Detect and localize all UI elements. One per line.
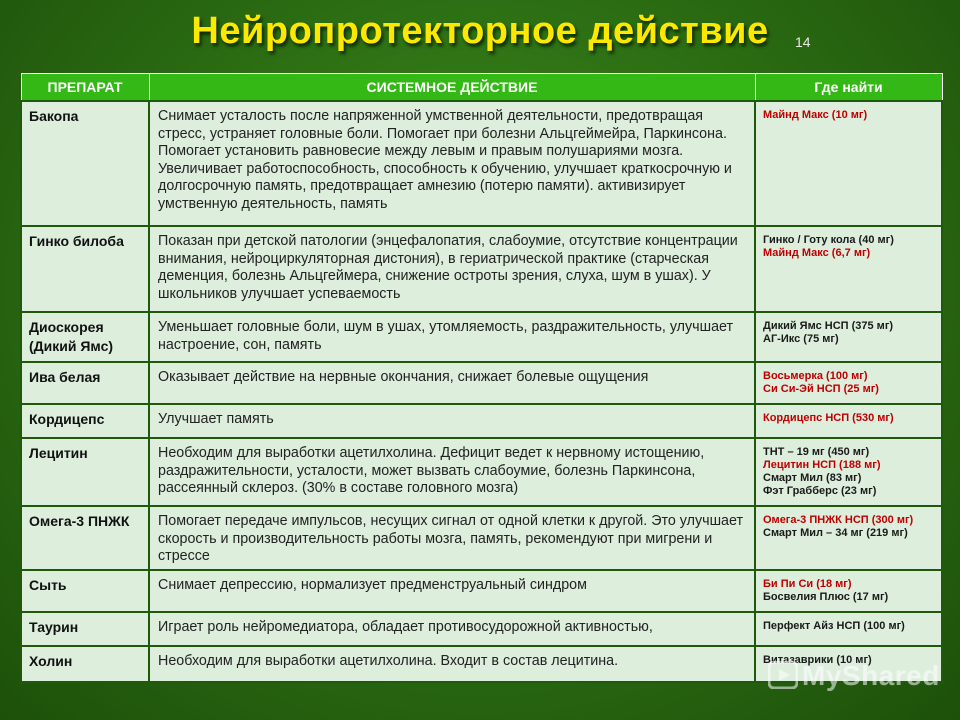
product-entry: Майнд Макс (6,7 мг)	[763, 247, 871, 259]
table-row	[21, 612, 942, 646]
where-to-find	[755, 612, 942, 646]
product-entry: Смарт Мил – 34 мг (219 мг)	[763, 527, 908, 539]
table-row	[21, 101, 942, 226]
watermark	[768, 660, 940, 692]
product-entry: Фэт Грабберс (23 мг)	[763, 485, 877, 497]
drug-description: Показан при детской патологии (энцефалопатия, слабоумие, отсутствие концентрации внимания, нейроциркуляторная дистония), в гериатрической практике (старческая деменция, болезнь Альцгеймера, снижение остроты зрения, слуха, шум в ушах). У школьников улучшает успеваемость	[149, 226, 755, 312]
product-entry: Дикий Ямс НСП (375 мг)	[763, 320, 894, 332]
remedies-table	[20, 73, 943, 683]
drug-description: Помогает передаче импульсов, несущих сигнал от одной клетки к другой. Это улучшает скорость и производительность работы мозга, память, рекомендуют при мигрени и стрессе	[149, 506, 755, 570]
table-row	[21, 362, 942, 404]
table-row	[21, 570, 942, 612]
where-to-find	[755, 312, 942, 362]
column-header-drug: ПРЕПАРАТ	[21, 74, 149, 102]
product-entry: Кордицепс НСП (530 мг)	[763, 412, 894, 424]
drug-name: Сыть	[21, 570, 149, 612]
drug-description: Оказывает действие на нервные окончания, снижает болевые ощущения	[149, 362, 755, 404]
product-entry: Смарт Мил (83 мг)	[763, 472, 862, 484]
drug-name: Омега-3 ПНЖК	[21, 506, 149, 570]
column-header-action: СИСТЕМНОЕ ДЕЙСТВИЕ	[149, 74, 755, 102]
drug-name: Гинко билоба	[21, 226, 149, 312]
product-entry: АГ-Икс (75 мг)	[763, 333, 839, 345]
product-entry: Лецитин НСП (188 мг)	[763, 459, 881, 471]
product-entry: Майнд Макс (10 мг)	[763, 109, 868, 121]
product-entry: Би Пи Си (18 мг)	[763, 577, 852, 590]
drug-description: Необходим для выработки ацетилхолина. Входит в состав лецитина.	[149, 646, 755, 682]
drug-description: Уменьшает головные боли, шум в ушах, утомляемость, раздражительность, улучшает настроение, сон, память	[149, 312, 755, 362]
table-row	[21, 404, 942, 438]
product-entry: Восьмерка (100 мг)	[763, 370, 868, 382]
where-to-find	[755, 226, 942, 312]
drug-name: Лецитин	[21, 438, 149, 506]
product-entry: Витазаврики (10 мг)	[763, 653, 872, 666]
drug-name: Таурин	[21, 612, 149, 646]
drug-name: Холин	[21, 646, 149, 682]
where-to-find	[755, 506, 942, 570]
table-row	[21, 226, 942, 312]
watermark-text: MyShared	[802, 660, 940, 691]
slide-number: 14	[795, 34, 811, 50]
where-to-find	[755, 404, 942, 438]
drug-name: Диоскорея (Дикий Ямс)	[21, 312, 149, 362]
page-title: Нейропротекторное действие	[191, 10, 769, 52]
product-entry: Перфект Айз НСП (100 мг)	[763, 619, 905, 632]
table-row	[21, 312, 942, 362]
drug-description: Снимает депрессию, нормализует предменструальный синдром	[149, 570, 755, 612]
table-row	[21, 506, 942, 570]
product-entry: Гинко / Готу кола (40 мг)	[763, 234, 894, 246]
table-header-row	[21, 74, 942, 102]
column-header-where: Где найти	[755, 74, 942, 102]
drug-description: Снимает усталость после напряженной умственной деятельности, предотвращая стресс, устраняет головные боли. Помогает при болезни Альцгеймейра, Паркинсона. Помогает установить равновесие между левым и правым полушариями мозга. Увеличивает работоспособность, способность к обучению, улучшает краткосрочную и долгосрочную память, предотвращает амнезию (потерю памяти). активизирует умственную деятельность, память	[149, 101, 755, 226]
product-entry: Омега-3 ПНЖК НСП (300 мг)	[763, 514, 914, 526]
table-row	[21, 438, 942, 506]
drug-name: Ива белая	[21, 362, 149, 404]
product-entry: ТНТ – 19 мг (450 мг)	[763, 446, 870, 458]
drug-description: Необходим для выработки ацетилхолина. Дефицит ведет к нервному истощению, раздражительности, усталости, может вызвать слабоумие, болезнь Паркинсона, рассеянный склероз. (30% в составе головного мозга)	[149, 438, 755, 506]
where-to-find	[755, 438, 942, 506]
drug-name: Бакопа	[21, 101, 149, 226]
drug-description: Улучшает память	[149, 404, 755, 438]
where-to-find	[755, 570, 942, 612]
drug-name: Кордицепс	[21, 404, 149, 438]
product-entry: Босвелия Плюс (17 мг)	[763, 590, 889, 603]
where-to-find	[755, 362, 942, 404]
drug-description: Играет роль нейромедиатора, обладает противосудорожной активностью,	[149, 612, 755, 646]
where-to-find	[755, 101, 942, 226]
play-icon	[768, 661, 798, 689]
product-entry: Си Си-Эй НСП (25 мг)	[763, 383, 879, 395]
